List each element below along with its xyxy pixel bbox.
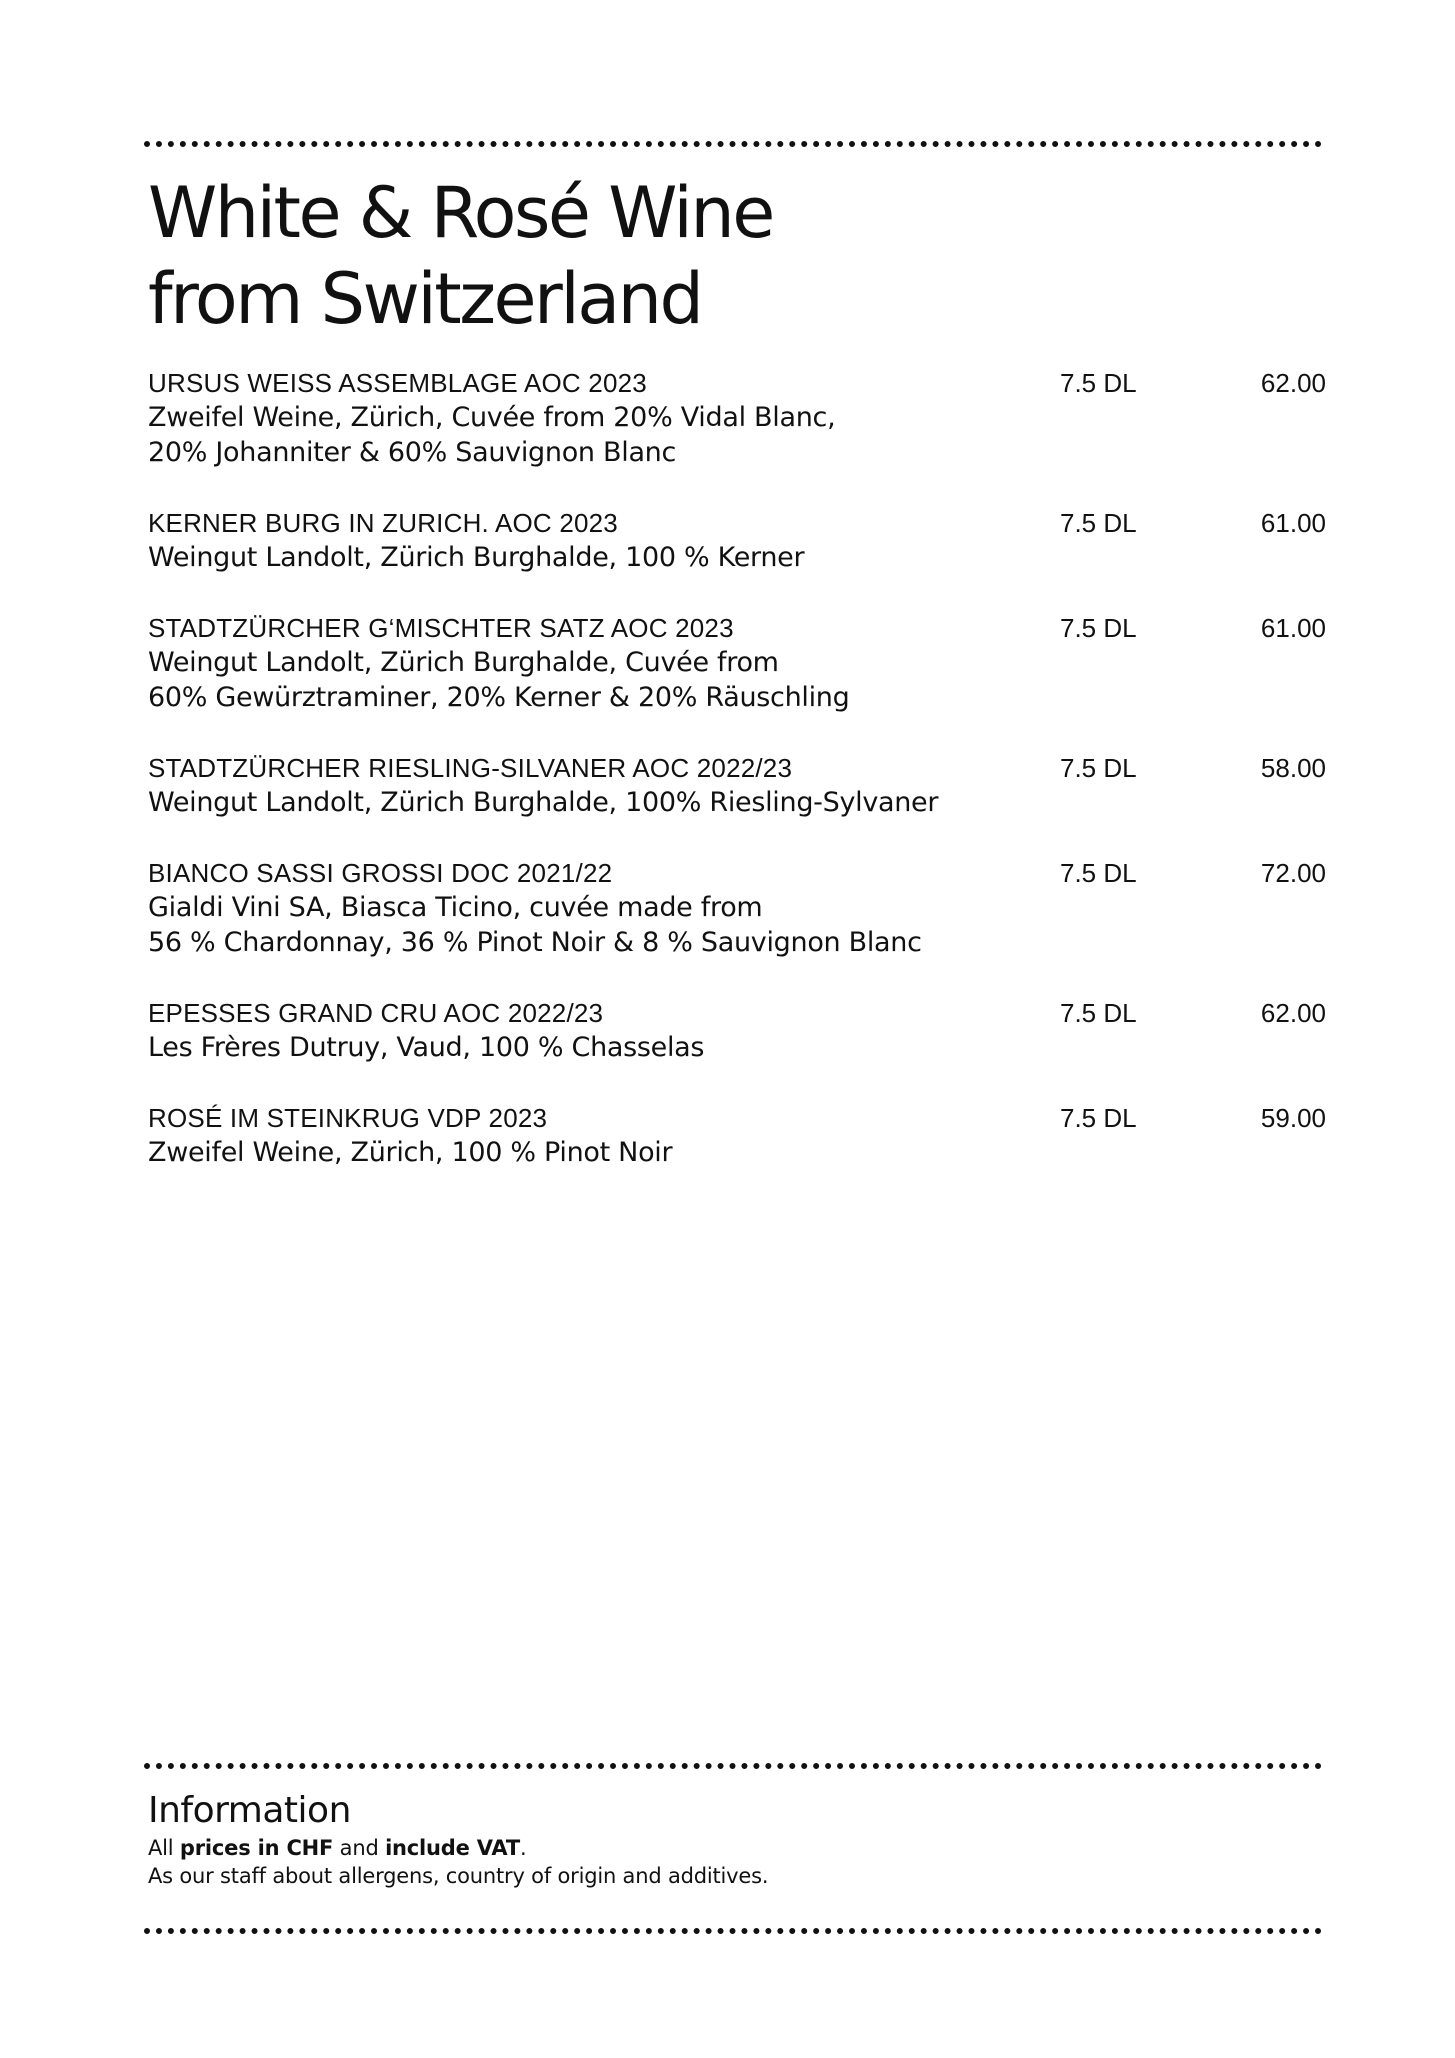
wine-list: [148, 366, 1328, 1206]
vat-note-bold: include VAT: [385, 1836, 520, 1860]
wine-description-line: Zweifel Weine, Zürich, Cuvée from 20% Vidal Blanc,: [148, 402, 836, 433]
wine-item: [148, 506, 1328, 575]
wine-description: [148, 890, 1028, 960]
wine-name: KERNER BURG IN ZURICH. AOC 2023: [148, 508, 618, 538]
wine-description: [148, 645, 1028, 715]
wine-price: 59.00: [1260, 1103, 1326, 1133]
wine-description-line: 56 % Chardonnay, 36 % Pinot Noir & 8 % Sauvignon Blanc: [148, 927, 922, 958]
wine-description-line: Zweifel Weine, Zürich, 100 % Pinot Noir: [148, 1137, 673, 1168]
wine-item: [148, 856, 1328, 960]
wine-price: 58.00: [1260, 753, 1326, 783]
wine-price: 72.00: [1260, 858, 1326, 888]
wine-volume: 7.5 DL: [1060, 613, 1137, 643]
wine-item: [148, 996, 1328, 1065]
wine-volume: 7.5 DL: [1060, 753, 1137, 783]
page-title-line-2: from Switzerland: [148, 258, 702, 340]
vat-note-text: .: [519, 1836, 527, 1860]
wine-item: [148, 751, 1328, 820]
allergen-note: As our staff about allergens, country of origin and additives.: [148, 1864, 769, 1888]
information-section: [148, 1788, 768, 1890]
wine-name: STADTZÜRCHER G‘MISCHTER SATZ AOC 2023: [148, 613, 734, 643]
wine-description-line: 60% Gewürztraminer, 20% Kerner & 20% Räuschling: [148, 682, 850, 713]
wine-volume: 7.5 DL: [1060, 508, 1137, 538]
page-title: [148, 170, 773, 342]
information-heading: Information: [148, 1790, 351, 1831]
wine-item: [148, 611, 1328, 715]
page-title-line-1: White & Rosé Wine: [148, 172, 773, 254]
wine-price: 62.00: [1260, 368, 1326, 398]
wine-description-line: 20% Johanniter & 60% Sauvignon Blanc: [148, 437, 677, 468]
vat-note-bold: prices in CHF: [179, 1836, 334, 1860]
wine-name: URSUS WEISS ASSEMBLAGE AOC 2023: [148, 368, 647, 398]
wine-description: [148, 540, 1028, 575]
wine-volume: 7.5 DL: [1060, 368, 1137, 398]
wine-volume: 7.5 DL: [1060, 858, 1137, 888]
wine-price: 62.00: [1260, 998, 1326, 1028]
wine-item: [148, 366, 1328, 470]
wine-name: ROSÉ IM STEINKRUG VDP 2023: [148, 1103, 548, 1133]
wine-description-line: Weingut Landolt, Zürich Burghalde, Cuvée from: [148, 647, 779, 678]
top-dotted-divider: [144, 141, 1322, 147]
vat-note-text: and: [333, 1836, 386, 1860]
wine-description-line: Les Frères Dutruy, Vaud, 100 % Chasselas: [148, 1032, 705, 1063]
wine-name: BIANCO SASSI GROSSI DOC 2021/22: [148, 858, 613, 888]
vat-note: [148, 1834, 768, 1862]
wine-price: 61.00: [1260, 508, 1326, 538]
wine-description: [148, 785, 1028, 820]
wine-description: [148, 1030, 1028, 1065]
wine-name: STADTZÜRCHER RIESLING-SILVANER AOC 2022/23: [148, 753, 793, 783]
wine-name: EPESSES GRAND CRU AOC 2022/23: [148, 998, 604, 1028]
wine-description-line: Weingut Landolt, Zürich Burghalde, 100% Riesling-Sylvaner: [148, 787, 939, 818]
bottom-dotted-divider: [144, 1928, 1322, 1934]
wine-description-line: Gialdi Vini SA, Biasca Ticino, cuvée made from: [148, 892, 763, 923]
wine-description-line: Weingut Landolt, Zürich Burghalde, 100 % Kerner: [148, 542, 805, 573]
wine-volume: 7.5 DL: [1060, 1103, 1137, 1133]
wine-description: [148, 400, 1028, 470]
vat-note-text: All: [148, 1836, 180, 1860]
wine-description: [148, 1135, 1028, 1170]
info-top-dotted-divider: [144, 1763, 1322, 1769]
wine-volume: 7.5 DL: [1060, 998, 1137, 1028]
wine-item: [148, 1101, 1328, 1170]
wine-price: 61.00: [1260, 613, 1326, 643]
